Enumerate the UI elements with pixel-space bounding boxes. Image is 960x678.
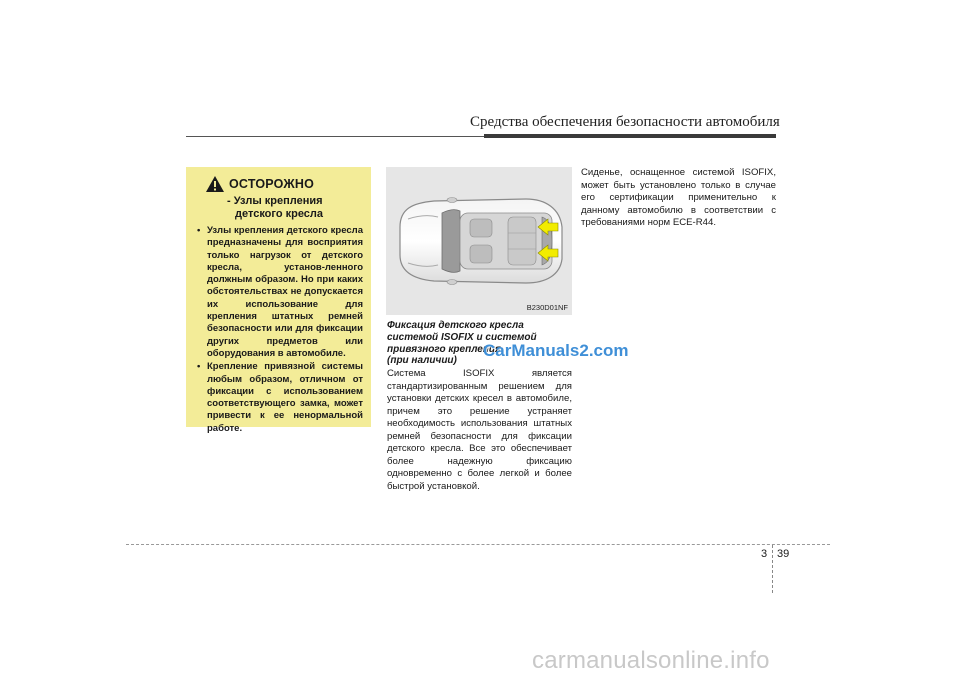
caption-line: Фиксация детского кресла [387, 320, 524, 331]
caption-line: привязного крепления [387, 343, 501, 355]
warning-title: ОСТОРОЖНО [229, 177, 315, 191]
isofix-figure [386, 167, 572, 315]
footer-rule [126, 544, 830, 545]
warning-subtitle-line2: детского кресла [235, 208, 324, 220]
warning-subtitle [227, 195, 363, 221]
page-number: 39 [777, 548, 790, 560]
warning-heading [205, 175, 363, 193]
site-watermark: CarManuals2.com [483, 341, 629, 360]
header-rule-bold [484, 134, 776, 138]
figure-code: B230D01NF [526, 303, 568, 312]
warning-item: • Узлы крепления детского кресла предназначены для восприятия только нагрузок от детского кресла, установ-ленного должным образом. Но при каких обстоятельствах не допускается их использование для крепления штатных ремней безопасности или для фиксации других предметов или оборудования в автомобиле. [197, 225, 363, 360]
caption-line: системой ISOFIX и системой [387, 331, 537, 343]
page-number-divider [772, 545, 773, 593]
warning-subtitle-line1: - Узлы крепления [227, 195, 323, 207]
footer-watermark: carmanualsonline.info [532, 647, 770, 674]
isofix-certification-note: Сиденье, оснащенное системой ISOFIX, может быть установлено только в случае его сертификации применительно к данному автомобилю в соответствии с требованиями норм ECE-R44. [581, 167, 776, 228]
page-section-number: 3 [761, 548, 768, 560]
warning-box [186, 167, 371, 434]
isofix-description: Система ISOFIX является стандартизированным решением для установки детских кресел в автомобиле, причем это решение устраняет необходимость использования штатных ремней безопасности для фиксации детского кресла. Все это обеспечивает более надежную фиксацию одновременно с более легкой и более быстрой установкой. [387, 368, 572, 492]
car-top-view-illustration [386, 167, 572, 315]
page-header-title: Средства обеспечения безопасности автомобиля [470, 114, 780, 130]
warning-triangle-icon [205, 175, 225, 193]
header-rule [186, 136, 486, 137]
warning-item: • Крепление привязной системы любым образом, отличном от фиксации с использованием соответствующего замка, может привести к ее ненормальной работе. [197, 361, 363, 435]
warning-list [197, 225, 363, 435]
caption-line: (при наличии) [387, 355, 457, 367]
